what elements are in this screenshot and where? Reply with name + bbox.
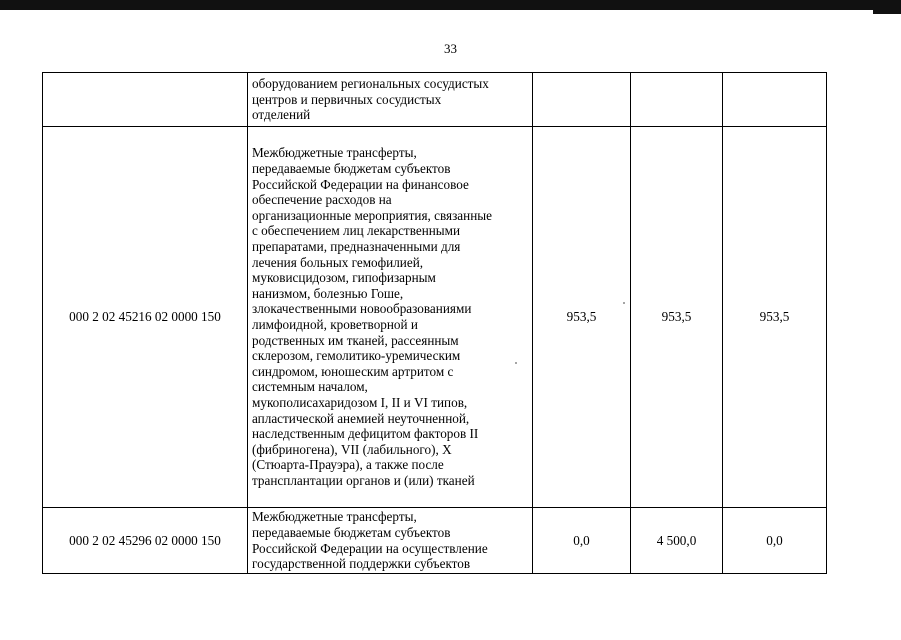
description-line: лимфоидной, кроветворной и	[252, 317, 418, 332]
table-row	[43, 508, 827, 574]
budget-table	[42, 72, 827, 574]
description-cell	[248, 508, 533, 574]
description-line: системным началом,	[252, 379, 368, 395]
description-line: трансплантации органов и (или) тканей	[252, 472, 475, 488]
description-line: склерозом, гемолитико-уремическим	[252, 348, 461, 364]
description-line: обеспечение расходов на	[252, 192, 392, 208]
value-cell-year-2: 4 500,0	[631, 508, 723, 574]
value-cell-year-3	[723, 73, 827, 127]
description-cell	[248, 127, 533, 508]
description-line: Российской Федерации на финансовое	[252, 176, 469, 192]
page-number: 33	[444, 41, 457, 56]
description-line: Межбюджетные трансферты,	[252, 509, 417, 525]
budget-code-cell: 000 2 02 45296 02 0000 150	[43, 508, 248, 574]
value-cell-year-2	[631, 73, 723, 127]
description-line: передаваемые бюджетам субъектов	[252, 161, 451, 177]
value-cell-year-3: 953,5	[723, 127, 827, 508]
description-line: апластической анемией неуточненной,	[252, 410, 470, 426]
description-line: отделений	[252, 107, 311, 123]
description-line: с обеспечением лиц лекарственными	[252, 223, 461, 239]
budget-table-body	[43, 73, 827, 574]
description-line: нанизмом, болезнью Гоше,	[252, 285, 404, 301]
table-row	[43, 127, 827, 508]
description-line: Российской Федерации на осуществление	[252, 540, 488, 556]
scan-speck	[515, 362, 517, 364]
description-line: оборудованием региональных сосудистых	[252, 76, 489, 92]
value-cell-year-3: 0,0	[723, 508, 827, 574]
description-line: лечения больных гемофилией,	[252, 254, 424, 270]
description-line: наследственным дефицитом факторов II	[252, 426, 479, 442]
budget-code-cell	[43, 73, 248, 127]
description-line: государственной поддержки субъектов	[252, 556, 471, 572]
value-cell-year-1	[533, 73, 631, 127]
description-line: (фибриногена), VII (лабильного), X	[252, 441, 452, 457]
description-line: Межбюджетные трансферты,	[252, 145, 417, 161]
scan-top-border	[0, 0, 901, 10]
description-line: родственных им тканей, рассеянным	[252, 332, 459, 348]
description-line: мукополисахаридозом I, II и VI типов,	[252, 394, 468, 410]
value-cell-year-2: 953,5	[631, 127, 723, 508]
description-line: (Стюарта-Прауэра), а также после	[252, 457, 444, 473]
value-cell-year-1: 953,5	[533, 127, 631, 508]
budget-code-cell: 000 2 02 45216 02 0000 150	[43, 127, 248, 508]
description-line: передаваемые бюджетам субъектов	[252, 524, 451, 540]
table-row	[43, 73, 827, 127]
description-line: муковисцидозом, гипофизарным	[252, 270, 436, 286]
description-cell	[248, 73, 533, 127]
description-line: центров и первичных сосудистых	[252, 91, 442, 107]
description-line: злокачественными новообразованиями	[252, 301, 472, 317]
value-cell-year-1: 0,0	[533, 508, 631, 574]
description-line: синдромом, юношеским артритом с	[252, 363, 454, 379]
scan-top-border-notch	[873, 10, 901, 14]
description-line: препаратами, предназначенными для	[252, 239, 461, 255]
scan-speck	[623, 302, 625, 304]
description-line: организационные мероприятия, связанные	[252, 207, 492, 223]
